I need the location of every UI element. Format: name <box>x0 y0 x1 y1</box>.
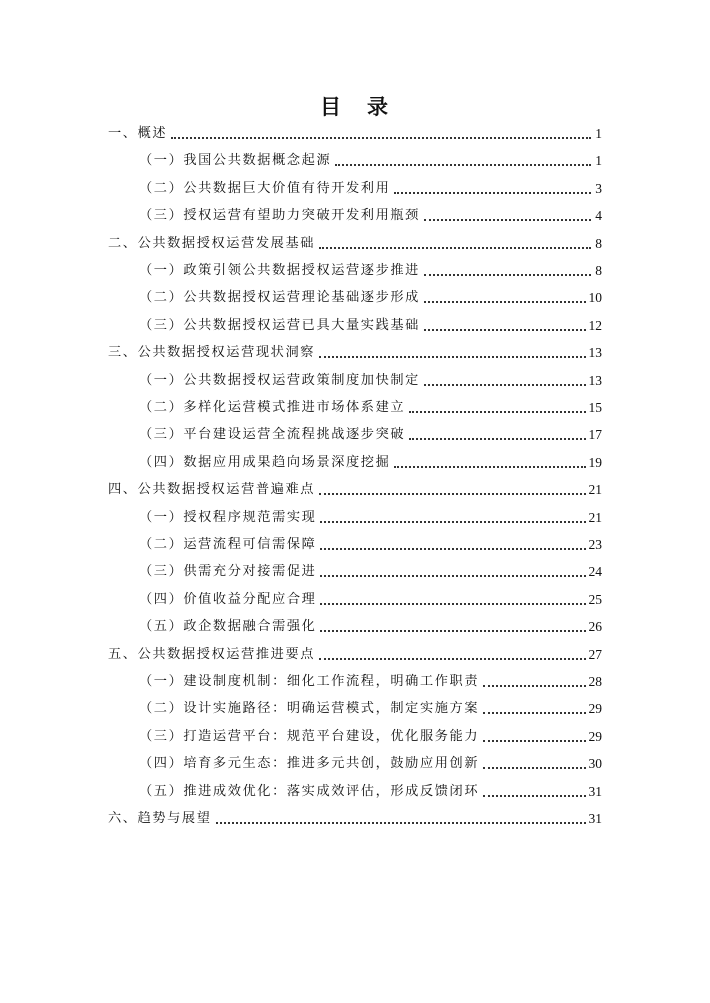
toc-entry-label: （四）培育多元生态：推进多元共创，鼓励应用创新 <box>139 756 480 772</box>
toc-entry-label: 四、公共数据授权运营普遍难点 <box>108 482 316 498</box>
toc-dot-leader <box>483 739 585 742</box>
toc-entry-label: （二）多样化运营模式推进市场体系建立 <box>139 400 406 415</box>
toc-section-entry[interactable] <box>139 670 602 690</box>
toc-section-entry[interactable] <box>139 588 602 608</box>
toc-chapter-entry[interactable] <box>108 643 602 663</box>
toc-dot-leader <box>409 437 585 440</box>
toc-section-entry[interactable] <box>139 780 602 800</box>
toc-dot-leader <box>320 602 585 605</box>
toc-dot-leader <box>319 355 585 358</box>
toc-dot-leader <box>320 547 585 550</box>
toc-page-number: 28 <box>588 674 602 689</box>
toc-page-number: 8 <box>595 235 602 251</box>
toc-entry-label: （一）我国公共数据概念起源 <box>139 153 332 169</box>
toc-dot-leader <box>394 465 585 468</box>
toc-section-entry[interactable] <box>139 286 602 306</box>
toc-chapter-entry[interactable] <box>108 807 602 827</box>
toc-entry-label: （二）公共数据授权运营理论基础逐步形成 <box>139 290 420 306</box>
toc-dot-leader <box>409 410 585 413</box>
toc-page-number: 30 <box>588 756 602 772</box>
toc-entry-label: （四）数据应用成果趋向场景深度挖掘 <box>139 454 391 470</box>
toc-entry-label: （二）运营流程可信需保障 <box>139 537 317 552</box>
toc-page-number: 10 <box>588 290 602 306</box>
toc-section-entry[interactable] <box>139 506 602 526</box>
toc-section-entry[interactable] <box>139 533 602 553</box>
toc-dot-leader <box>320 520 585 523</box>
toc-page-number: 24 <box>588 564 602 580</box>
toc-section-entry[interactable] <box>139 314 602 334</box>
toc-dot-leader <box>320 629 585 632</box>
toc-entry-label: （一）授权程序规范需实现 <box>139 509 317 525</box>
toc-page-number: 23 <box>588 537 602 552</box>
toc-dot-leader <box>394 191 591 194</box>
toc-dot-leader <box>483 711 585 714</box>
toc-entry-label: 一、概述 <box>108 126 168 141</box>
toc-entry-label: 五、公共数据授权运营推进要点 <box>108 646 316 662</box>
toc-entry-label: （四）价值收益分配应合理 <box>139 591 317 607</box>
toc-page-number: 31 <box>588 811 602 826</box>
toc-entry-label: 三、公共数据授权运营现状洞察 <box>108 345 316 361</box>
toc-dot-leader <box>424 218 591 221</box>
toc-section-entry[interactable] <box>139 204 602 224</box>
toc-entry-label: （一）公共数据授权运营政策制度加快制定 <box>139 372 420 388</box>
toc-section-entry[interactable] <box>139 725 602 745</box>
toc-entry-label: （三）公共数据授权运营已具大量实践基础 <box>139 317 420 333</box>
toc-entry-label: 二、公共数据授权运营发展基础 <box>108 235 316 251</box>
toc-section-entry[interactable] <box>139 369 602 389</box>
toc-page-number: 31 <box>588 783 602 799</box>
toc-dot-leader <box>320 574 585 577</box>
toc-section-entry[interactable] <box>139 451 602 471</box>
toc-chapter-entry[interactable] <box>108 232 602 252</box>
toc-entry-label: （二）设计实施路径：明确运营模式，制定实施方案 <box>139 701 480 717</box>
toc-entry-label: （一）建设制度机制：细化工作流程，明确工作职责 <box>139 674 480 689</box>
toc-section-entry[interactable] <box>139 752 602 772</box>
toc-section-entry[interactable] <box>139 423 602 443</box>
toc-page-number: 26 <box>588 619 602 635</box>
toc-entry-label: （五）推进成效优化：落实成效评估，形成反馈闭环 <box>139 783 480 799</box>
toc-dot-leader <box>424 328 586 331</box>
toc-entry-label: （三）供需充分对接需促进 <box>139 564 317 580</box>
toc-dot-leader <box>424 273 591 276</box>
toc-entry-label: （五）政企数据融合需强化 <box>139 619 317 635</box>
toc-page-number: 1 <box>595 126 602 141</box>
toc-dot-leader <box>319 246 591 249</box>
toc-page-number: 4 <box>595 208 602 224</box>
toc-dot-leader <box>319 657 585 660</box>
toc-entry-label: （三）平台建设运营全流程挑战逐步突破 <box>139 427 406 443</box>
toc-page-number: 27 <box>588 646 602 662</box>
toc-dot-leader <box>483 684 585 687</box>
toc-section-entry[interactable] <box>139 396 602 416</box>
toc-page-number: 12 <box>588 317 602 333</box>
toc-entry-label: 六、趋势与展望 <box>108 811 212 826</box>
toc-page-number: 1 <box>595 153 602 169</box>
toc-page-number: 15 <box>588 400 602 415</box>
toc-page-number: 19 <box>588 454 602 470</box>
toc-entry-label: （三）打造运营平台：规范平台建设，优化服务能力 <box>139 728 480 744</box>
toc-page-number: 21 <box>588 482 602 498</box>
toc-page-number: 29 <box>588 701 602 717</box>
toc-dot-leader <box>171 136 591 139</box>
title-char-1: 目 <box>320 95 343 119</box>
toc-dot-leader <box>216 821 586 824</box>
toc-page-number: 13 <box>588 372 602 388</box>
toc-page-number: 29 <box>588 728 602 744</box>
toc-page-number: 13 <box>588 345 602 361</box>
title-char-2: 录 <box>367 95 390 119</box>
toc-section-entry[interactable] <box>139 259 602 279</box>
toc-page-number: 21 <box>588 509 602 525</box>
toc-dot-leader <box>319 492 585 495</box>
toc-section-entry[interactable] <box>139 697 602 717</box>
toc-section-entry[interactable] <box>139 560 602 580</box>
toc-dot-leader <box>483 794 585 797</box>
toc-section-entry[interactable] <box>139 615 602 635</box>
toc-dot-leader <box>335 163 591 166</box>
toc-section-entry[interactable] <box>139 177 602 197</box>
toc-dot-leader <box>424 300 586 303</box>
toc-chapter-entry[interactable] <box>108 122 602 142</box>
toc-entry-label: （三）授权运营有望助力突破开发利用瓶颈 <box>139 208 420 224</box>
toc-section-entry[interactable] <box>139 149 602 169</box>
toc-chapter-entry[interactable] <box>108 341 602 361</box>
toc-dot-leader <box>483 766 585 769</box>
toc-page-number: 8 <box>595 263 602 278</box>
toc-entry-label: （二）公共数据巨大价值有待开发利用 <box>139 180 391 196</box>
toc-chapter-entry[interactable] <box>108 478 602 498</box>
toc-page-number: 17 <box>588 427 602 443</box>
toc-entry-label: （一）政策引领公共数据授权运营逐步推进 <box>139 263 420 278</box>
toc-dot-leader <box>424 383 586 386</box>
toc-page-number: 25 <box>588 591 602 607</box>
toc-page-number: 3 <box>595 180 602 196</box>
